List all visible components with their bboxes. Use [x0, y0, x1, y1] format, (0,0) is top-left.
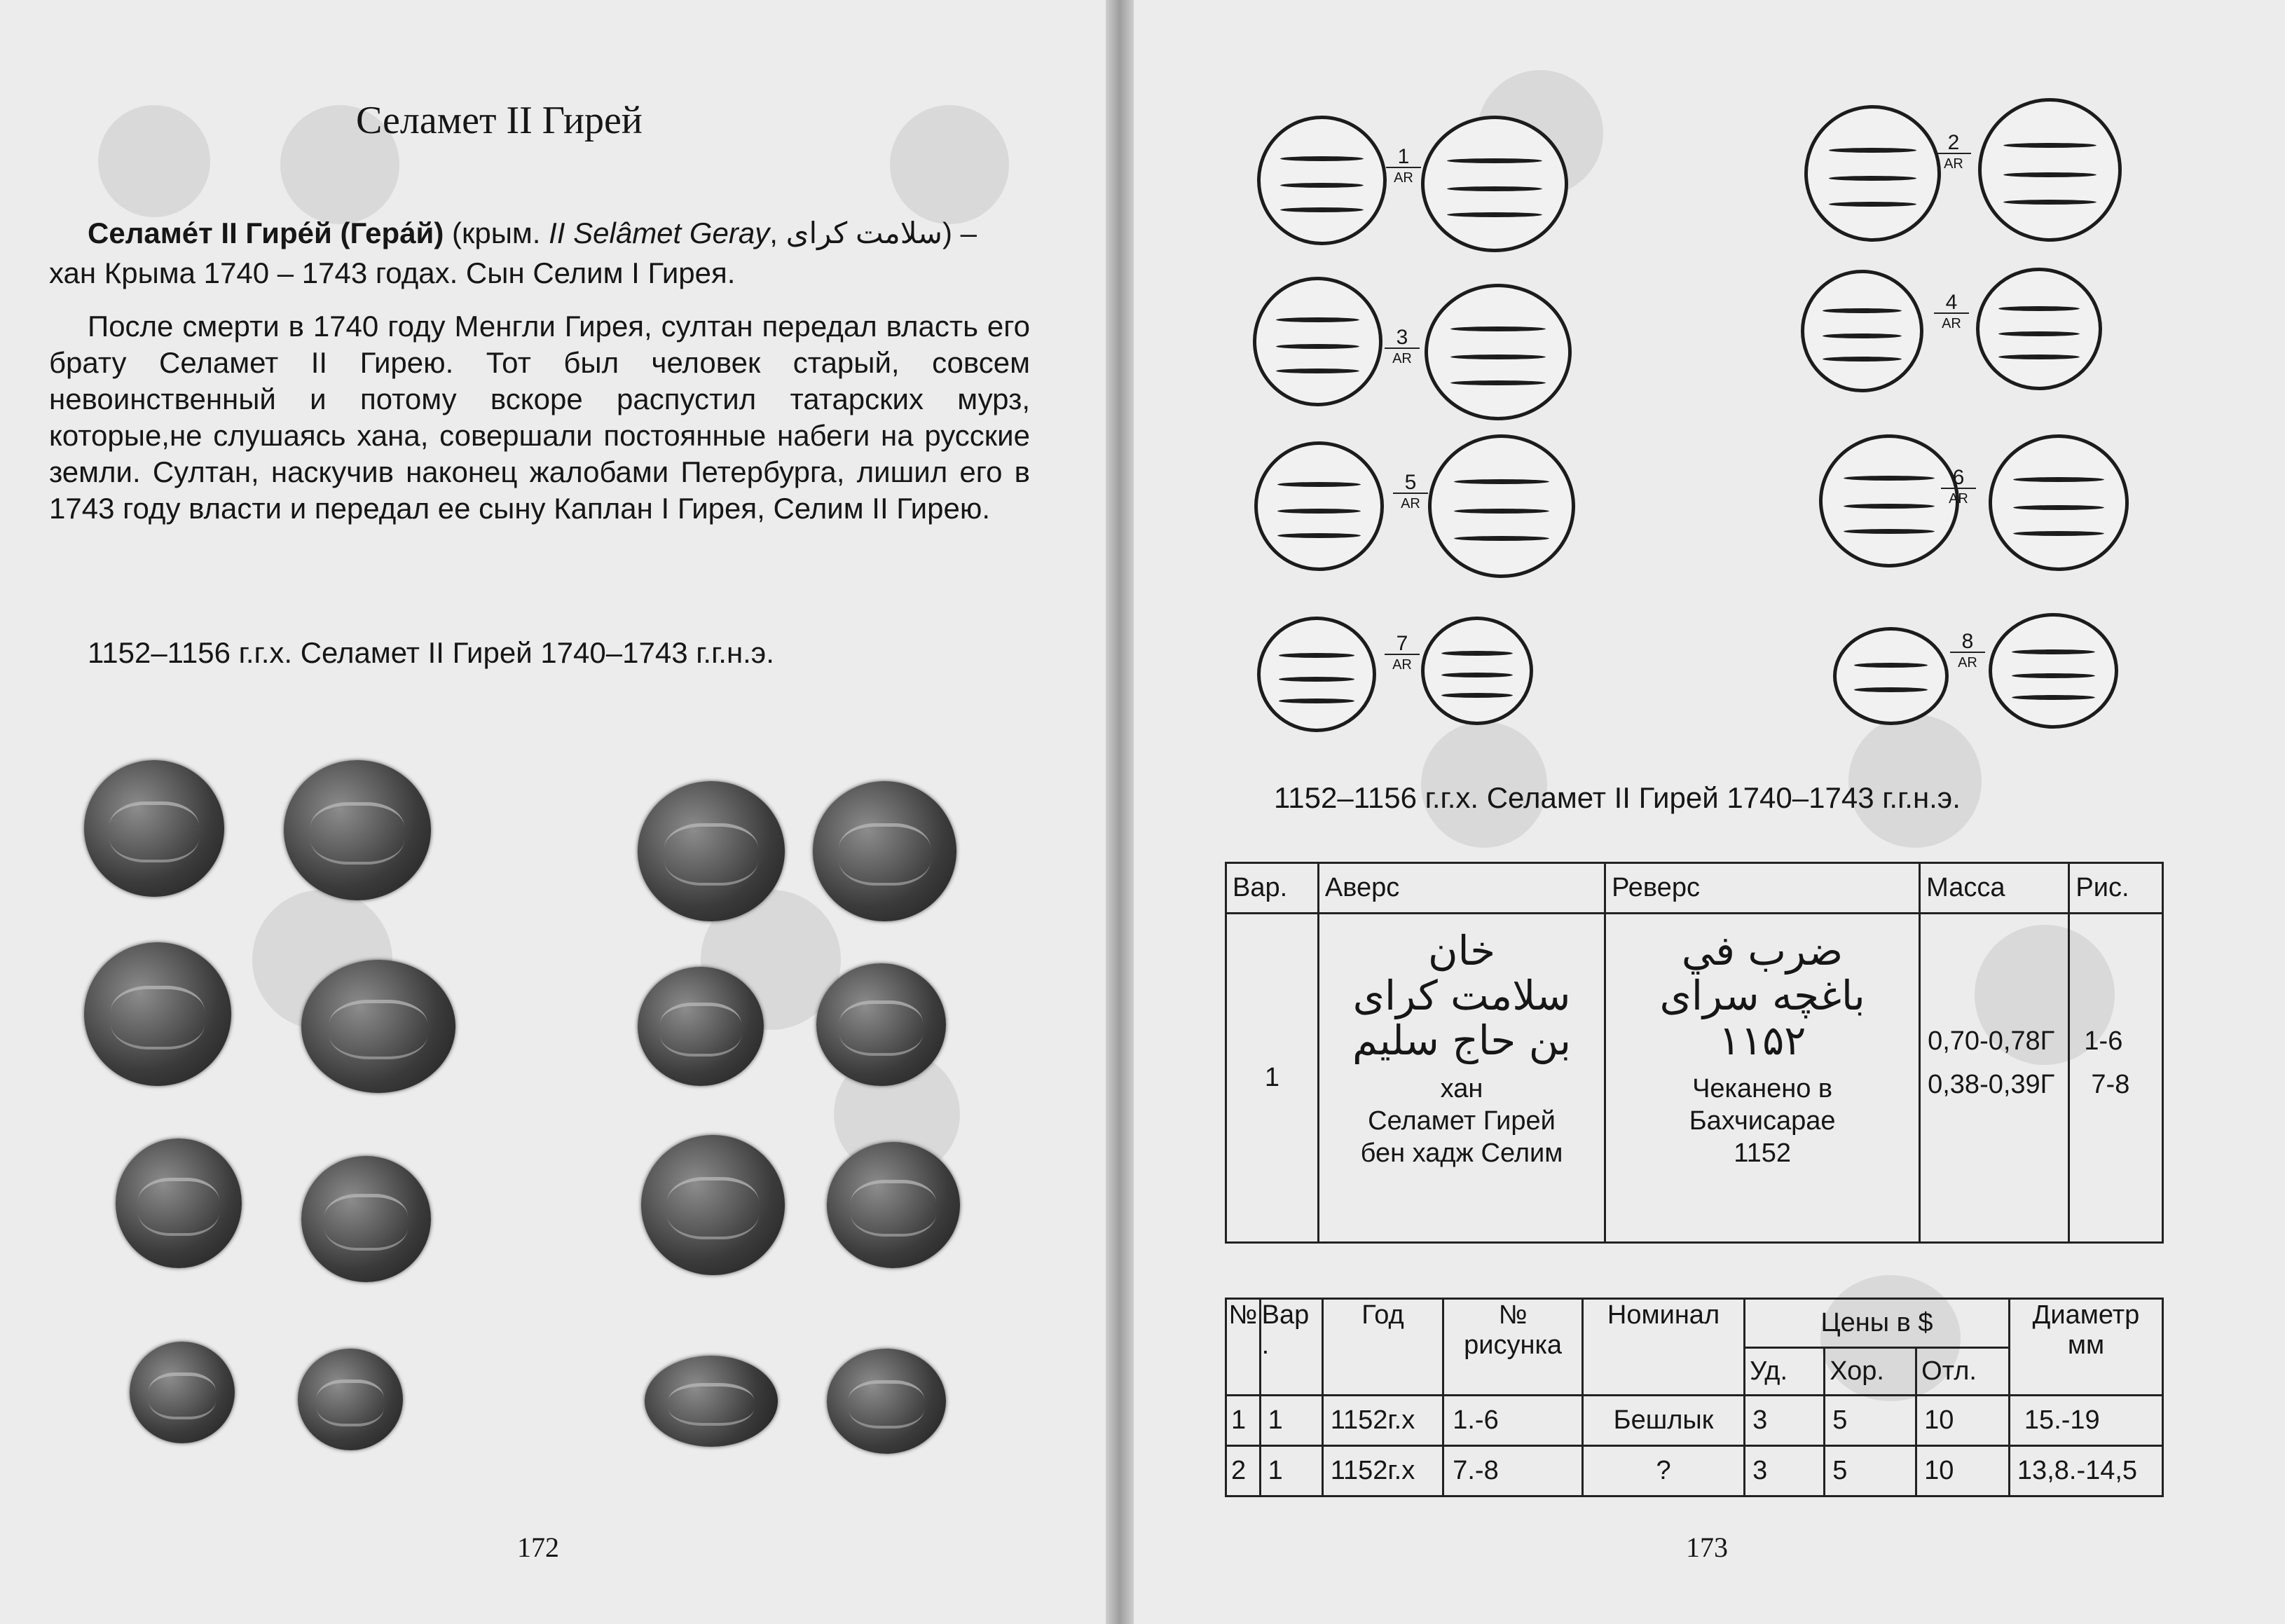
coin-label-2: 2 AR: [1936, 133, 1971, 174]
revers-arabic-3: ۱۱۵۲: [1718, 1017, 1806, 1064]
cell-otl: 10: [1916, 1396, 2010, 1446]
cell-revers: [1605, 914, 1920, 1243]
crimean-label: (крым.: [444, 216, 549, 249]
cell-num: 1: [1226, 1396, 1261, 1446]
cell-year: 1152г.х: [1322, 1396, 1443, 1446]
mass-2: 0,38-0,39Г: [1928, 1070, 2055, 1099]
coin-drawing-reverse: [1978, 98, 2122, 242]
header-diam-label: Диаметр: [2032, 1300, 2140, 1330]
ghost-coin: [98, 105, 210, 217]
coin-photo: [84, 760, 224, 897]
table-row: [1226, 914, 2163, 1243]
revers-arabic-1: ضرب في: [1681, 927, 1844, 975]
coin-drawing-reverse: [1421, 617, 1533, 725]
coin-photo: [813, 781, 956, 921]
cell-ud: 3: [1745, 1446, 1825, 1496]
right-page: [1120, 0, 2285, 1624]
cell-hor: 5: [1825, 1446, 1916, 1496]
avers-arabic-1: خان: [1427, 927, 1496, 975]
coin-photo: [130, 1342, 235, 1443]
coin-photo: [638, 781, 785, 921]
header-ud: Уд.: [1745, 1348, 1825, 1396]
coin-drawing-reverse: [1989, 434, 2129, 571]
coin-photo: [827, 1349, 946, 1454]
cell-ris: [2069, 914, 2163, 1243]
coin-drawing-reverse: [1989, 613, 2118, 729]
avers-arabic-2: سلامت كراى: [1352, 972, 1571, 1019]
caption: 1152–1156 г.г.х. Селамет II Гирей 1740–1743 г.г.н.э.: [1274, 781, 1961, 814]
ruler-name: Селаме́т II Гире́й (Гера́й): [88, 216, 444, 249]
revers-text-1: Чеканено в: [1692, 1074, 1833, 1103]
coin-photo: [298, 1349, 403, 1450]
revers-text-3: 1152: [1734, 1138, 1791, 1168]
coin-label-1: 1 AR: [1386, 147, 1421, 188]
coin-drawing-obverse: [1819, 434, 1959, 567]
cell-num: 2: [1226, 1446, 1261, 1496]
avers-text-2: Селамет Гирей: [1368, 1106, 1556, 1136]
cell-hor: 5: [1825, 1396, 1916, 1446]
page-number: 173: [1686, 1532, 1728, 1563]
coin-label-3: 3 AR: [1385, 328, 1420, 369]
header-avers: Аверс: [1318, 863, 1605, 914]
coin-photo: [641, 1135, 785, 1275]
book-spine: [1106, 0, 1134, 1624]
coin-drawing-reverse: [1421, 116, 1568, 252]
coin-drawing-reverse: [1976, 268, 2102, 390]
coin-label-6: 6 AR: [1941, 468, 1976, 509]
header-prices: Цены в $: [1745, 1299, 2010, 1348]
coin-drawing-obverse: [1257, 116, 1387, 245]
cell-otl: 10: [1916, 1446, 2010, 1496]
body-paragraph: После смерти в 1740 году Менгли Гирея, султан передал власть его брату Селамет II Гирею. Тот был человек старый, совсем невоинственный и потому вскоре распустил татарских мурз, которые,не слушаясь хана, совершали постоянные набеги на русские земли. Султан, наскучив наконец жалобами Петербурга, лишил его в 1743 году власти и передал ее сыну Каплан I Гирея, Селим II Гирею.: [49, 310, 1030, 525]
coin-label-5: 5 AR: [1393, 473, 1428, 514]
cell-diam: 15.-19: [2009, 1396, 2162, 1446]
coin-drawing-obverse: [1801, 270, 1923, 392]
coin-label-8: 8 AR: [1950, 632, 1985, 673]
cell-var: 1: [1260, 1446, 1322, 1496]
coin-photo: [638, 967, 764, 1086]
cell-pic: 1.-6: [1443, 1396, 1583, 1446]
intro-line-2: хан Крыма 1740 – 1743 годах. Сын Селим I Гирея.: [49, 256, 736, 289]
coin-drawing-obverse: [1253, 277, 1382, 406]
coin-photo: [645, 1356, 778, 1447]
cell-var: 1: [1260, 1396, 1322, 1446]
coin-photo: [84, 942, 231, 1086]
header-nominal: Номинал: [1582, 1299, 1744, 1396]
avers-text-3: бен хадж Селим: [1360, 1138, 1563, 1168]
revers-text-2: Бахчисарае: [1689, 1106, 1836, 1136]
header-hor: Хор.: [1825, 1348, 1916, 1396]
arabic-name: , سلامت كراى: [769, 216, 942, 249]
header-pic-word: рисунка: [1464, 1330, 1563, 1360]
coin-photo: [827, 1142, 960, 1268]
coin-photo: [301, 960, 455, 1093]
ris-2: 7-8: [2091, 1070, 2130, 1099]
intro-line-1: [88, 216, 977, 250]
cell-nominal: Бешлык: [1582, 1396, 1744, 1446]
coin-drawing-reverse: [1428, 434, 1575, 578]
cell-mass: [1920, 914, 2069, 1243]
header-year: Год: [1322, 1299, 1443, 1396]
coin-photo: [816, 963, 946, 1086]
cell-diam: 13,8.-14,5: [2009, 1446, 2162, 1496]
header-var-dot: .: [1261, 1330, 1270, 1360]
header-revers: Реверс: [1605, 863, 1920, 914]
revers-arabic-2: باغچه سراى: [1659, 972, 1865, 1019]
cell-year: 1152г.х: [1322, 1446, 1443, 1496]
latin-name: II Selâmet Geray: [549, 216, 770, 249]
ris-1: 1-6: [2084, 1026, 2123, 1056]
header-otl: Отл.: [1916, 1348, 2010, 1396]
coin-photo: [284, 760, 431, 900]
cell-nominal: ?: [1582, 1446, 1744, 1496]
coin-drawing-obverse: [1257, 617, 1376, 732]
coin-photo: [301, 1156, 431, 1282]
header-diam-mm: мм: [2067, 1330, 2105, 1360]
header-var: Вар.: [1226, 863, 1319, 914]
table-row: [1226, 1396, 2163, 1446]
avers-arabic-3: بن حاج سليم: [1352, 1017, 1572, 1064]
header-mass: Масса: [1920, 863, 2069, 914]
coin-drawing-obverse: [1254, 441, 1384, 571]
price-header-row-1: [1226, 1299, 2163, 1348]
coin-label-4: 4 AR: [1934, 293, 1969, 333]
header-diam: [2009, 1299, 2162, 1396]
header-pic-no: №: [1498, 1300, 1528, 1330]
ghost-coin: [890, 105, 1009, 224]
header-var-label: Вар: [1261, 1300, 1310, 1330]
page-number: 172: [517, 1532, 559, 1563]
left-page: [0, 0, 1120, 1624]
mass-1: 0,70-0,78Г: [1928, 1026, 2055, 1056]
header-pic: [1443, 1299, 1583, 1396]
coin-variant-table: [1225, 862, 2164, 1244]
coin-photo: [116, 1138, 242, 1268]
cell-ud: 3: [1745, 1396, 1825, 1446]
caption: 1152–1156 г.г.х. Селамет II Гирей 1740–1743 г.г.н.э.: [88, 636, 774, 669]
cell-pic: 7.-8: [1443, 1446, 1583, 1496]
coin-drawing-obverse: [1804, 105, 1941, 242]
page-title: Селамет II Гирей: [356, 99, 643, 142]
coin-drawing-obverse: [1833, 627, 1949, 725]
table-header-row: [1226, 863, 2163, 914]
header-ris: Рис.: [2069, 863, 2163, 914]
table-row: [1226, 1446, 2163, 1496]
intro-tail: ) –: [942, 216, 977, 249]
coin-drawing-reverse: [1425, 284, 1572, 420]
header-num: №: [1226, 1299, 1261, 1396]
avers-text-1: хан: [1440, 1074, 1483, 1103]
header-var: [1260, 1299, 1322, 1396]
price-table: [1225, 1298, 2164, 1497]
coin-label-7: 7 AR: [1385, 634, 1420, 675]
cell-avers: [1318, 914, 1605, 1243]
cell-var: 1: [1226, 914, 1319, 1243]
